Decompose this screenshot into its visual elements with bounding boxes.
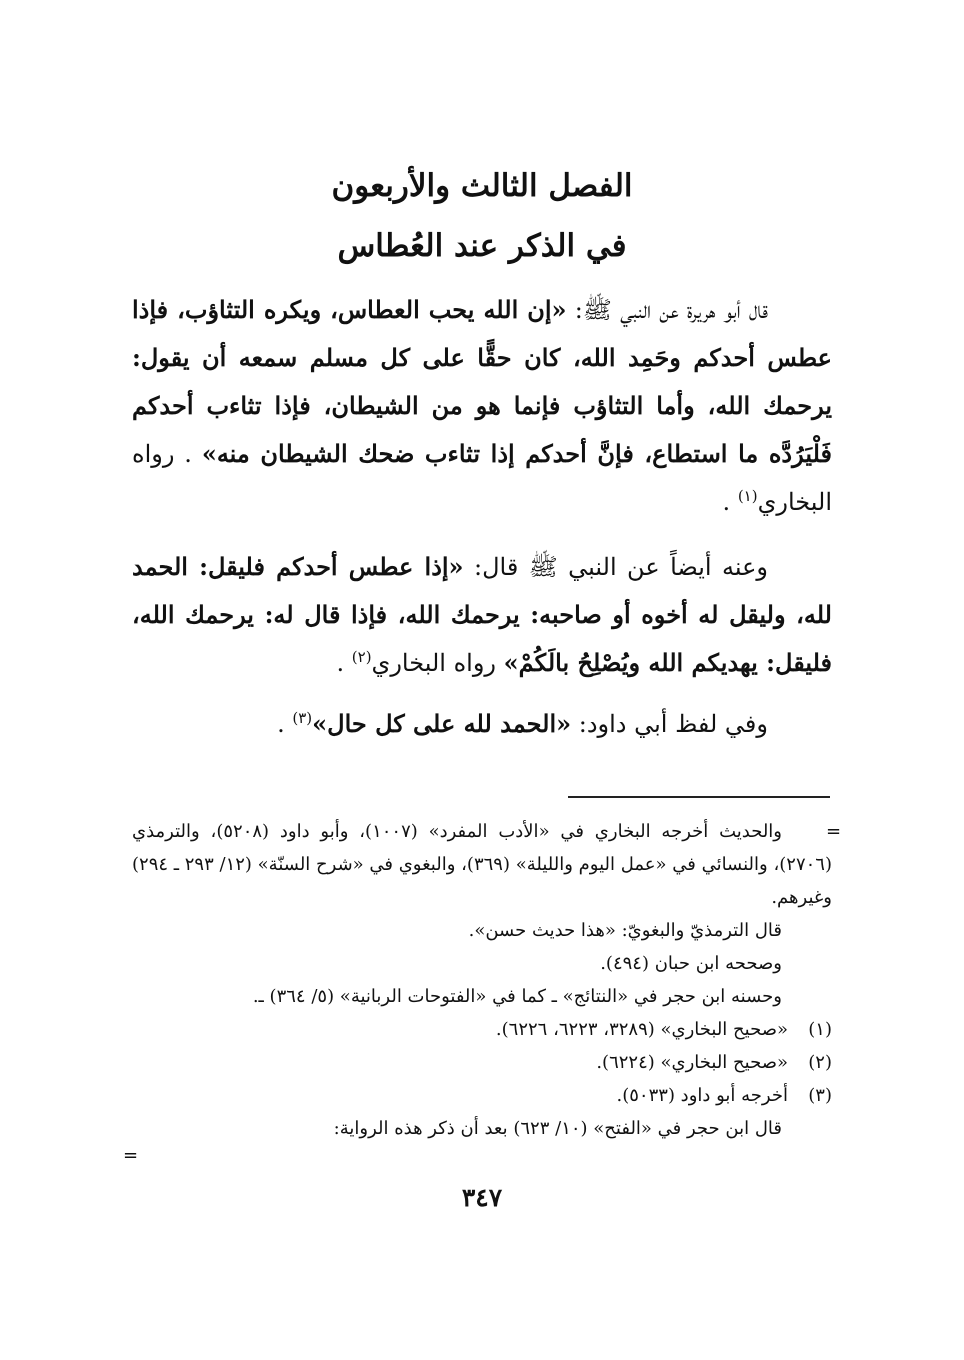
- hadith-text: «إذا عطس أحدكم فليقل: الحمد لله، وليقل له أخوه أو صاحبه: يرحمك الله، فإذا قال له: يرحمك الله، فليقل: يهديكم الله ويُصْلِحُ بالَكُمْ»: [132, 552, 832, 677]
- continuation-mark: =: [826, 821, 842, 842]
- narrator-intro: قال أبو هريرة عن النبي ﷺ:: [566, 296, 768, 324]
- footnote-line: [132, 947, 832, 980]
- footnote-line: [132, 1112, 832, 1145]
- footnote-marker[interactable]: (١): [737, 487, 758, 505]
- footnote-separator: [568, 796, 830, 798]
- footnote-line: [132, 914, 832, 947]
- footnote-text: وصححه ابن حبان (٤٩٤).: [600, 953, 782, 974]
- footnote-item-3: [132, 1079, 832, 1112]
- footnote-text: وحسنه ابن حجر في «النتائج» ـ كما في «الفتوحات الربانية» (٥/ ٣٦٤) ـ.: [252, 986, 782, 1007]
- source-reference: رواه البخاري: [371, 649, 504, 677]
- page-number: ٣٤٧: [461, 1183, 503, 1212]
- hadith-text: «الحمد لله على كل حال»: [312, 709, 572, 738]
- hadith-paragraph-2: [132, 543, 832, 687]
- footnote-marker[interactable]: (٢): [351, 648, 372, 666]
- chapter-title: الفصل الثالث والأربعون: [331, 168, 633, 204]
- footnote-text: قال ابن حجر في «الفتح» (١٠/ ٦٢٣) بعد أن ذكر هذه الرواية:: [333, 1118, 782, 1139]
- chapter-subtitle: في الذكر عند العُطاس: [337, 228, 627, 264]
- footnote-continuation: [132, 815, 832, 914]
- footnote-marker[interactable]: (٣): [292, 709, 313, 727]
- continues-mark: =: [123, 1145, 139, 1166]
- footnote-item-2: [132, 1046, 832, 1079]
- sentence-end: .: [722, 488, 738, 516]
- sentence-end: .: [336, 649, 352, 677]
- footnote-item-1: [132, 1013, 832, 1046]
- footnote-text: «صحيح البخاري» (٦٢٢٤).: [596, 1052, 788, 1073]
- footnote-number: (١): [808, 1019, 832, 1040]
- hadith-paragraph-3: [132, 700, 832, 748]
- sentence-end: .: [277, 710, 293, 738]
- footnote-text: أخرجه أبو داود (٥٠٣٣).: [616, 1085, 788, 1106]
- source-reference: . رواه البخاري: [132, 440, 832, 516]
- hadith-text: «إن الله يحب العطاس، ويكره التثاؤب، فإذا عطس أحدكم وحَمِد الله، كان حقًّا على كل مسلم سمعه أن يقول: يرحمك الله، وأما التثاؤب فإنما هو من الشيطان، فإذا تثاءب أحدكم فَلْيَرُدَّه ما استطاع، فإنَّ أحدكم إذا تثاءب ضحك الشيطان منه»: [132, 295, 833, 468]
- footnote-line: [132, 980, 832, 1013]
- footnote-text: «صحيح البخاري» (٣٢٨٩، ٦٢٢٣، ٦٢٢٦).: [495, 1019, 788, 1040]
- hadith-paragraph-1: [132, 286, 832, 526]
- footnote-intro-text: والحديث أخرجه البخاري في «الأدب المفرد» (١٠٠٧)، وأبو داود (٥٢٠٨)، والترمذي (٢٧٠٦)، والنسائي في «عمل اليوم والليلة» (٣٦٩)، والبغوي في «شرح السنّة» (١٢/ ٢٩٣ ـ ٢٩٤) وغيرهم.: [132, 821, 832, 908]
- narrator-intro: وعنه أيضاً عن النبي ﷺ قال:: [463, 553, 768, 581]
- footnote-text: قال الترمذيّ والبغويّ: «هذا حديث حسن».: [468, 920, 782, 941]
- narrator-intro: وفي لفظ أبي داود:: [571, 710, 768, 738]
- footnote-number: (٣): [808, 1085, 832, 1106]
- footnote-number: (٢): [808, 1052, 832, 1073]
